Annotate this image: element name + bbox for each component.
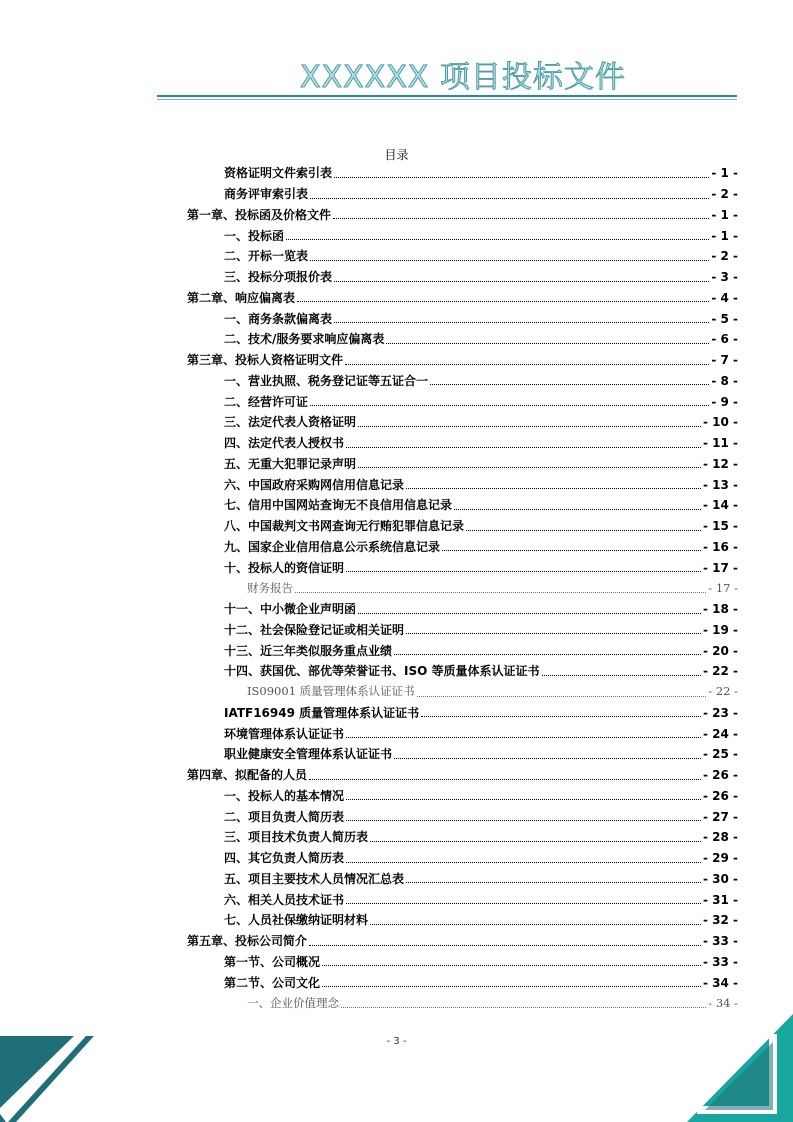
toc-leader-dots bbox=[386, 335, 709, 344]
toc-entry-label: 第二章、响应偏离表 bbox=[187, 290, 296, 305]
toc-entry-page: - 10 - bbox=[702, 415, 738, 430]
toc-entry-label: 五、项目主要技术人员情况汇总表 bbox=[224, 871, 405, 886]
toc-leader-dots bbox=[358, 418, 701, 427]
toc-entry-label: 二、项目负责人简历表 bbox=[224, 809, 345, 824]
toc-entry-page: - 7 - bbox=[711, 353, 738, 368]
toc-entry-page: - 14 - bbox=[702, 498, 738, 513]
toc-entry-label: 第五章、投标公司简介 bbox=[187, 934, 308, 949]
toc-entry-page: - 1 - bbox=[711, 228, 738, 243]
table-of-contents bbox=[187, 163, 738, 1014]
toc-entry[interactable] bbox=[187, 557, 738, 578]
toc-entry[interactable] bbox=[187, 537, 738, 558]
toc-leader-dots bbox=[346, 439, 701, 448]
toc-entry[interactable] bbox=[187, 765, 738, 786]
toc-entry[interactable] bbox=[187, 308, 738, 329]
toc-leader-dots bbox=[310, 397, 709, 406]
toc-entry[interactable] bbox=[187, 723, 738, 744]
header-divider bbox=[157, 95, 737, 97]
page-number: - 3 - bbox=[386, 1036, 407, 1047]
toc-entry-page: - 25 - bbox=[702, 747, 738, 762]
toc-leader-dots bbox=[345, 356, 709, 365]
toc-entry-page: - 18 - bbox=[702, 602, 738, 617]
toc-leader-dots bbox=[421, 708, 701, 717]
toc-entry-label: 六、相关人员技术证书 bbox=[224, 892, 345, 907]
toc-leader-dots bbox=[542, 667, 701, 676]
toc-entry-page: - 17 - bbox=[702, 560, 738, 575]
toc-entry-label: IATF16949 质量管理体系认证证书 bbox=[224, 705, 420, 720]
toc-leader-dots bbox=[346, 812, 701, 821]
toc-entry-label: 第二节、公司文化 bbox=[224, 975, 321, 990]
toc-leader-dots bbox=[334, 314, 709, 323]
toc-entry-page: - 26 - bbox=[702, 768, 738, 783]
toc-entry-label: 二、经营许可证 bbox=[224, 394, 309, 409]
toc-entry-page: - 23 - bbox=[702, 705, 738, 720]
toc-entry-page: - 31 - bbox=[702, 892, 738, 907]
toc-entry-label: 三、投标分项报价表 bbox=[224, 270, 333, 285]
toc-leader-dots bbox=[346, 895, 701, 904]
toc-leader-dots bbox=[295, 584, 706, 593]
toc-entry-label: 十四、获国优、部优等荣誉证书、ISO 等质量体系认证证书 bbox=[224, 664, 540, 679]
toc-leader-dots bbox=[417, 688, 707, 697]
toc-entry[interactable] bbox=[187, 599, 738, 620]
toc-entry[interactable] bbox=[187, 288, 738, 309]
corner-decoration-right bbox=[673, 1014, 793, 1122]
toc-entry-label: 二、技术/服务要求响应偏离表 bbox=[224, 332, 385, 347]
toc-entry-label: 第一章、投标函及价格文件 bbox=[187, 207, 332, 222]
toc-leader-dots bbox=[466, 522, 701, 531]
toc-entry-label: 七、信用中国网站查询无不良信用信息记录 bbox=[224, 498, 453, 513]
toc-entry-page: - 29 - bbox=[702, 851, 738, 866]
toc-entry-page: - 33 - bbox=[702, 954, 738, 969]
toc-leader-dots bbox=[370, 916, 701, 925]
toc-leader-dots bbox=[334, 169, 709, 178]
toc-entry-label: 环境管理体系认证证书 bbox=[224, 726, 345, 741]
toc-leader-dots bbox=[310, 190, 709, 199]
toc-entry-label: 十二、社会保险登记证或相关证明 bbox=[224, 622, 405, 637]
toc-entry[interactable] bbox=[187, 225, 738, 246]
toc-leader-dots bbox=[442, 542, 701, 551]
toc-entry-label: 第一节、公司概况 bbox=[224, 954, 321, 969]
toc-entry-page: - 2 - bbox=[711, 249, 738, 264]
toc-entry-page: - 15 - bbox=[702, 519, 738, 534]
toc-entry-label: 第四章、拟配备的人员 bbox=[187, 768, 308, 783]
toc-leader-dots bbox=[430, 376, 709, 385]
toc-entry-page: - 19 - bbox=[702, 622, 738, 637]
corner-decoration-left bbox=[0, 1028, 100, 1122]
toc-leader-dots bbox=[310, 252, 709, 261]
toc-entry-page: - 34 - bbox=[708, 995, 738, 1010]
toc-entry-label: 五、无重大犯罪记录声明 bbox=[224, 456, 357, 471]
toc-entry-label: 二、开标一览表 bbox=[224, 249, 309, 264]
toc-entry[interactable] bbox=[187, 786, 738, 807]
toc-entry[interactable] bbox=[187, 993, 738, 1014]
toc-leader-dots bbox=[346, 563, 701, 572]
toc-entry-page: - 13 - bbox=[702, 477, 738, 492]
toc-leader-dots bbox=[406, 874, 701, 883]
toc-entry[interactable] bbox=[187, 184, 738, 205]
toc-leader-dots bbox=[358, 459, 701, 468]
toc-entry-label: 资格证明文件索引表 bbox=[224, 166, 333, 181]
toc-entry-label: 七、人员社保缴纳证明材料 bbox=[224, 913, 369, 928]
toc-leader-dots bbox=[286, 231, 709, 240]
toc-entry-page: - 5 - bbox=[711, 311, 738, 326]
toc-leader-dots bbox=[322, 957, 701, 966]
toc-entry-label: 一、投标人的基本情况 bbox=[224, 788, 345, 803]
toc-entry[interactable] bbox=[187, 267, 738, 288]
toc-entry[interactable] bbox=[187, 869, 738, 890]
toc-entry[interactable] bbox=[187, 931, 738, 952]
toc-entry-page: - 11 - bbox=[702, 436, 738, 451]
toc-leader-dots bbox=[322, 978, 701, 987]
toc-leader-dots bbox=[358, 605, 701, 614]
toc-entry[interactable] bbox=[187, 454, 738, 475]
toc-entry-label: 八、中国裁判文书网查询无行贿犯罪信息记录 bbox=[224, 519, 465, 534]
toc-entry-page: - 24 - bbox=[702, 726, 738, 741]
toc-leader-dots bbox=[297, 293, 709, 302]
toc-entry[interactable] bbox=[187, 848, 738, 869]
toc-entry[interactable] bbox=[187, 350, 738, 371]
toc-leader-dots bbox=[454, 501, 701, 510]
toc-entry-label: 第三章、投标人资格证明文件 bbox=[187, 353, 344, 368]
toc-entry-page: - 1 - bbox=[711, 207, 738, 222]
toc-entry[interactable] bbox=[187, 412, 738, 433]
toc-entry-page: - 22 - bbox=[708, 684, 738, 699]
toc-entry[interactable] bbox=[187, 578, 738, 599]
toc-leader-dots bbox=[309, 771, 701, 780]
toc-leader-dots bbox=[309, 937, 701, 946]
toc-entry[interactable] bbox=[187, 952, 738, 973]
toc-entry[interactable] bbox=[187, 474, 738, 495]
toc-title: 目录 bbox=[384, 148, 409, 162]
toc-leader-dots bbox=[394, 750, 701, 759]
toc-entry[interactable] bbox=[187, 682, 738, 703]
toc-entry[interactable] bbox=[187, 806, 738, 827]
toc-entry[interactable] bbox=[187, 516, 738, 537]
toc-leader-dots bbox=[406, 480, 701, 489]
toc-leader-dots bbox=[406, 625, 701, 634]
toc-leader-dots bbox=[346, 729, 701, 738]
toc-entry-page: - 16 - bbox=[702, 539, 738, 554]
toc-entry-page: - 30 - bbox=[702, 871, 738, 886]
toc-entry-page: - 33 - bbox=[702, 934, 738, 949]
toc-entry-page: - 12 - bbox=[702, 456, 738, 471]
toc-leader-dots bbox=[333, 210, 709, 219]
toc-entry-page: - 3 - bbox=[711, 270, 738, 285]
toc-entry-page: - 22 - bbox=[702, 664, 738, 679]
toc-entry[interactable] bbox=[187, 661, 738, 682]
toc-entry-page: - 32 - bbox=[702, 913, 738, 928]
toc-entry[interactable] bbox=[187, 620, 738, 641]
toc-entry[interactable] bbox=[187, 910, 738, 931]
toc-entry-label: 一、商务条款偏离表 bbox=[224, 311, 333, 326]
toc-entry-label: IS09001 质量管理体系认证证书 bbox=[247, 684, 415, 699]
toc-entry-label: 一、企业价值理念 bbox=[247, 995, 339, 1010]
toc-entry-label: 一、营业执照、税务登记证等五证合一 bbox=[224, 373, 429, 388]
toc-leader-dots bbox=[346, 854, 701, 863]
toc-entry-label: 商务评审索引表 bbox=[224, 187, 309, 202]
toc-entry[interactable] bbox=[187, 163, 738, 184]
toc-entry[interactable] bbox=[187, 391, 738, 412]
toc-entry-label: 四、法定代表人授权书 bbox=[224, 436, 345, 451]
toc-entry-page: - 17 - bbox=[708, 580, 738, 595]
toc-entry-label: 三、法定代表人资格证明 bbox=[224, 415, 357, 430]
toc-entry[interactable] bbox=[187, 827, 738, 848]
toc-entry-page: - 20 - bbox=[702, 643, 738, 658]
toc-entry[interactable] bbox=[187, 972, 738, 993]
toc-entry-label: 四、其它负责人简历表 bbox=[224, 851, 345, 866]
toc-leader-dots bbox=[334, 273, 709, 282]
toc-entry[interactable] bbox=[187, 495, 738, 516]
toc-leader-dots bbox=[346, 791, 701, 800]
toc-entry-label: 十一、中小微企业声明函 bbox=[224, 602, 357, 617]
document-header-title: XXXXXX 项目投标文件 bbox=[300, 60, 626, 95]
toc-entry[interactable] bbox=[187, 205, 738, 226]
toc-entry-label: 十、投标人的资信证明 bbox=[224, 560, 345, 575]
toc-entry[interactable] bbox=[187, 329, 738, 350]
toc-entry-page: - 27 - bbox=[702, 809, 738, 824]
toc-entry[interactable] bbox=[187, 889, 738, 910]
toc-entry[interactable] bbox=[187, 371, 738, 392]
toc-entry-label: 三、项目技术负责人简历表 bbox=[224, 830, 369, 845]
toc-entry-page: - 1 - bbox=[711, 166, 738, 181]
toc-entry[interactable] bbox=[187, 640, 738, 661]
header-divider-thin bbox=[157, 99, 737, 100]
toc-entry-page: - 26 - bbox=[702, 788, 738, 803]
toc-entry-label: 十三、近三年类似服务重点业绩 bbox=[224, 643, 393, 658]
toc-leader-dots bbox=[341, 999, 706, 1008]
toc-entry-page: - 28 - bbox=[702, 830, 738, 845]
toc-entry-label: 九、国家企业信用信息公示系统信息记录 bbox=[224, 539, 441, 554]
toc-leader-dots bbox=[394, 646, 701, 655]
toc-entry[interactable] bbox=[187, 433, 738, 454]
toc-entry-label: 一、投标函 bbox=[224, 228, 285, 243]
toc-entry[interactable] bbox=[187, 703, 738, 724]
toc-entry-label: 财务报告 bbox=[247, 580, 293, 595]
toc-entry-page: - 6 - bbox=[711, 332, 738, 347]
toc-entry-label: 六、中国政府采购网信用信息记录 bbox=[224, 477, 405, 492]
toc-entry-page: - 4 - bbox=[711, 290, 738, 305]
toc-entry-page: - 34 - bbox=[702, 975, 738, 990]
toc-entry-page: - 9 - bbox=[711, 394, 738, 409]
toc-entry[interactable] bbox=[187, 744, 738, 765]
toc-entry[interactable] bbox=[187, 246, 738, 267]
toc-leader-dots bbox=[370, 833, 701, 842]
toc-entry-page: - 8 - bbox=[711, 373, 738, 388]
toc-entry-page: - 2 - bbox=[711, 187, 738, 202]
toc-entry-label: 职业健康安全管理体系认证证书 bbox=[224, 747, 393, 762]
